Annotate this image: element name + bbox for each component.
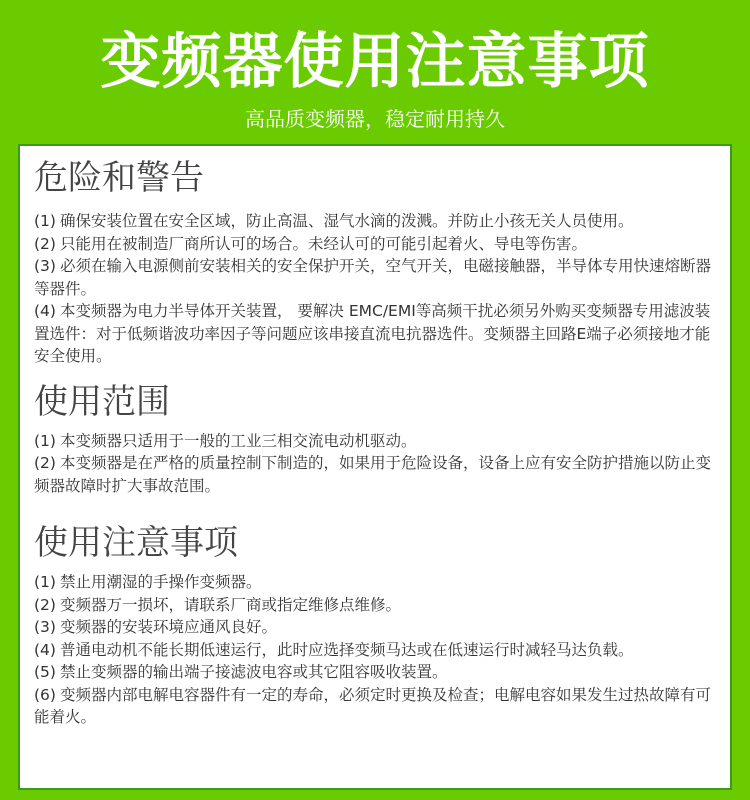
item-list — [34, 430, 716, 498]
item-text: 本变频器是在严格的质量控制下制造的，如果用于危险设备，设备上应有安全防护措施以防止变频器故障时扩大事故范围。 — [34, 454, 711, 495]
section-heading: 危险和警告 — [34, 158, 204, 198]
section-heading: 使用范围 — [34, 381, 170, 422]
item-number: (5) — [34, 663, 56, 681]
list-item — [34, 210, 716, 233]
page-title: 变频器使用注意事项 — [100, 27, 650, 97]
item-text: 本变频器只适用于一般的工业三相交流电动机驱动。 — [59, 431, 417, 450]
item-number: (4) — [34, 640, 56, 659]
item-number: (1) — [34, 431, 56, 450]
item-number: (4) — [34, 302, 56, 320]
item-number: (3) — [34, 618, 56, 636]
item-text: 变频器的安装环境应通风良好。 — [59, 618, 277, 636]
item-list — [34, 210, 716, 368]
item-list — [34, 571, 716, 729]
item-number: (1) — [34, 212, 56, 230]
item-text: 禁止变频器的输出端子接滤波电容或其它阻容吸收装置。 — [59, 663, 448, 681]
section-heading: 使用注意事项 — [34, 523, 238, 563]
list-item — [34, 300, 716, 368]
item-number: (1) — [34, 573, 56, 591]
section-usage-notes — [34, 519, 716, 729]
item-text: 普通电动机不能长期低速运行，此时应选择变频马达或在低速运行时减轻马达负载。 — [59, 640, 634, 659]
banner — [0, 0, 750, 150]
item-number: (6) — [34, 685, 56, 704]
list-item — [34, 233, 716, 256]
item-text: 禁止用潮湿的手操作变频器。 — [59, 573, 262, 591]
list-item — [34, 594, 716, 617]
list-item — [34, 571, 716, 594]
list-item — [34, 684, 716, 729]
list-item — [34, 639, 716, 662]
list-item — [34, 616, 716, 639]
item-text: 确保安装位置在安全区域，防止高温、湿气水滴的泼溅。并防止小孩无关人员使用。 — [59, 212, 634, 230]
item-number: (2) — [34, 234, 56, 253]
item-text: 变频器万一损坏，请联系厂商或指定维修点维修。 — [59, 595, 401, 614]
list-item — [34, 661, 716, 684]
section-scope — [34, 378, 716, 498]
item-text: 只能用在被制造厂商所认可的场合。未经认可的可能引起着火、导电等伤害。 — [59, 234, 587, 253]
item-text: 变频器内部电解电容器件有一定的寿命，必须定时更换及检查；电解电容如果发生过热故障有可能着火。 — [34, 685, 711, 726]
item-text: 本变频器为电力半导体开关装置， 要解决 EMC/EMI等高频干扰必须另外购买变频器专用滤波装置选件：对于低频谐波功率因子等问题应该串接直流电抗器选件。变频器主回路E端子必须接地才能安全使用。 — [34, 302, 711, 365]
item-number: (3) — [34, 257, 56, 275]
page-subtitle: 高品质变频器，稳定耐用持久 — [245, 107, 505, 131]
item-text: 必须在输入电源侧前安装相关的安全保护开关，空气开关，电磁接触器，半导体专用快速熔断器等器件。 — [34, 257, 711, 298]
section-danger-warning — [34, 154, 716, 368]
item-number: (2) — [34, 595, 56, 614]
content-panel — [18, 144, 732, 790]
list-item — [34, 430, 716, 453]
item-number: (2) — [34, 454, 56, 472]
list-item — [34, 255, 716, 300]
list-item — [34, 452, 716, 497]
